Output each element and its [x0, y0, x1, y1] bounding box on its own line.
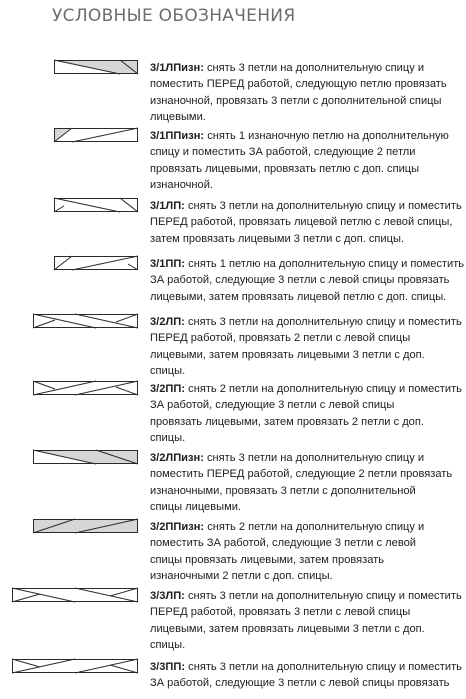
- legend-description: [150, 659, 462, 692]
- legend-text-line: ПЕРЕД работой, провязать лицевой петлю с левой спицы,: [150, 216, 453, 229]
- legend-text-line: снять 3 петли на дополнительную спицу и: [203, 452, 425, 464]
- legend-text-line: ПЕРЕД работой, провязать 3 петли с левой спицы: [150, 606, 411, 619]
- cable-symbol-icon: [54, 256, 138, 270]
- legend-text-line: спицы.: [150, 639, 186, 652]
- legend-text-line: снять 1 петлю на дополнительную спицу и поместить: [185, 258, 465, 270]
- legend-text-line: изнаночными 2 петли с доп. спицы.: [150, 570, 333, 583]
- legend-abbreviation: 3/3ПП:: [150, 661, 186, 673]
- cable-symbol-icon: [33, 450, 138, 464]
- page-title: УСЛОВНЫЕ ОБОЗНАЧЕНИЯ: [52, 6, 296, 26]
- legend-text-line: снять 3 петли на дополнительную спицу и поместить: [184, 200, 462, 212]
- legend-text-line: спицы.: [150, 432, 186, 445]
- legend-text-line: лицевыми, затем провязать лицевыми 3 петли с доп.: [150, 622, 425, 635]
- legend-description: [150, 381, 462, 447]
- legend-text-line: снять 1 изнаночную петлю на дополнительную: [204, 130, 449, 142]
- legend-text-line: лицевыми.: [150, 111, 206, 124]
- legend-description: [150, 198, 462, 247]
- cable-symbol-icon: [33, 314, 138, 328]
- cable-symbol-icon: [54, 60, 138, 74]
- legend-description: [150, 450, 458, 516]
- cable-symbol-icon: [33, 381, 138, 395]
- legend-text-line: провязать лицевыми, провязать петлю с доп. спицы: [150, 162, 420, 175]
- legend-text-line: ПЕРЕД работой, провязать 2 петли с левой спицы: [150, 332, 411, 345]
- cable-symbol-icon: [33, 519, 138, 533]
- legend-description: [150, 519, 458, 585]
- legend-abbreviation: 3/2ЛП:: [150, 316, 185, 328]
- legend-text-line: ЗА работой, следующие 3 петли с левой спицы провязать: [150, 677, 450, 690]
- legend-abbreviation: 3/1ЛПизн:: [150, 62, 204, 74]
- legend-text-line: снять 3 петли на дополнительную спицу и поместить: [185, 661, 462, 673]
- legend-abbreviation: 3/1ППизн:: [150, 130, 205, 142]
- legend-text-line: спицы.: [150, 365, 186, 378]
- cable-symbol-icon: [12, 659, 138, 673]
- legend-abbreviation: 3/1ЛП:: [150, 200, 185, 212]
- legend-abbreviation: 3/2ППизн:: [150, 521, 205, 533]
- cable-symbol-icon: [54, 198, 138, 212]
- legend-text-line: поместить ЗА работой, следующие 3 петли с левой: [150, 537, 416, 550]
- legend-text-line: спицу и поместить ЗА работой, следующие 2 петли: [150, 146, 416, 159]
- legend-text-line: снять 2 петли на дополнительную спицу и поместить: [185, 383, 462, 395]
- legend-text-line: снять 3 петли на дополнительную спицу и поместить: [184, 316, 462, 328]
- legend-description: [150, 314, 462, 380]
- legend-description: [150, 588, 462, 654]
- legend-text-line: изнаночными, провязать 3 петли с дополнительной: [150, 484, 416, 497]
- legend-text-line: спицы провязать лицевыми, затем провязать: [150, 553, 385, 566]
- legend-description: [150, 60, 458, 126]
- legend-text-line: затем провязать лицевыми 3 петли с доп. спицы.: [150, 232, 405, 245]
- legend-text-line: провязать лицевыми, затем провязать 2 петли с доп.: [150, 415, 424, 428]
- legend-description: [150, 128, 458, 194]
- legend-text-line: ЗА работой, следующие 3 петли с левой спицы: [150, 399, 395, 412]
- legend-text-line: лицевыми, затем провязать лицевыми 3 петли с доп.: [150, 348, 425, 361]
- cable-symbol-icon: [12, 588, 138, 602]
- legend-text-line: снять 2 петли на дополнительную спицу и: [204, 521, 425, 533]
- legend-abbreviation: 3/1ПП:: [150, 258, 186, 270]
- legend-abbreviation: 3/2ПП:: [150, 383, 186, 395]
- legend-description: [150, 256, 465, 305]
- legend-text-line: поместить ПЕРЕД работой, следующую петлю провязать: [150, 78, 447, 91]
- legend-text-line: снять 3 петли на дополнительную спицу и поместить: [184, 590, 462, 602]
- legend-text-line: снять 3 петли на дополнительную спицу и: [203, 62, 425, 74]
- legend-abbreviation: 3/2ЛПизн:: [150, 452, 204, 464]
- legend-text-line: спицы лицевыми.: [150, 501, 242, 514]
- legend-abbreviation: 3/3ЛП:: [150, 590, 185, 602]
- legend-text-line: изнаночной.: [150, 179, 213, 192]
- legend-text-line: изнаночной, провязать 3 петли с дополнительной спицы: [150, 94, 442, 107]
- cable-symbol-icon: [54, 128, 138, 142]
- legend-text-line: поместить ПЕРЕД работой, следующие 2 петли провязать: [150, 468, 453, 481]
- legend-text-line: лицевыми, затем провязать лицевой петлю с доп. спицы.: [150, 290, 447, 303]
- legend-text-line: ЗА работой, следующие 3 петли с левой спицы провязать: [150, 274, 450, 287]
